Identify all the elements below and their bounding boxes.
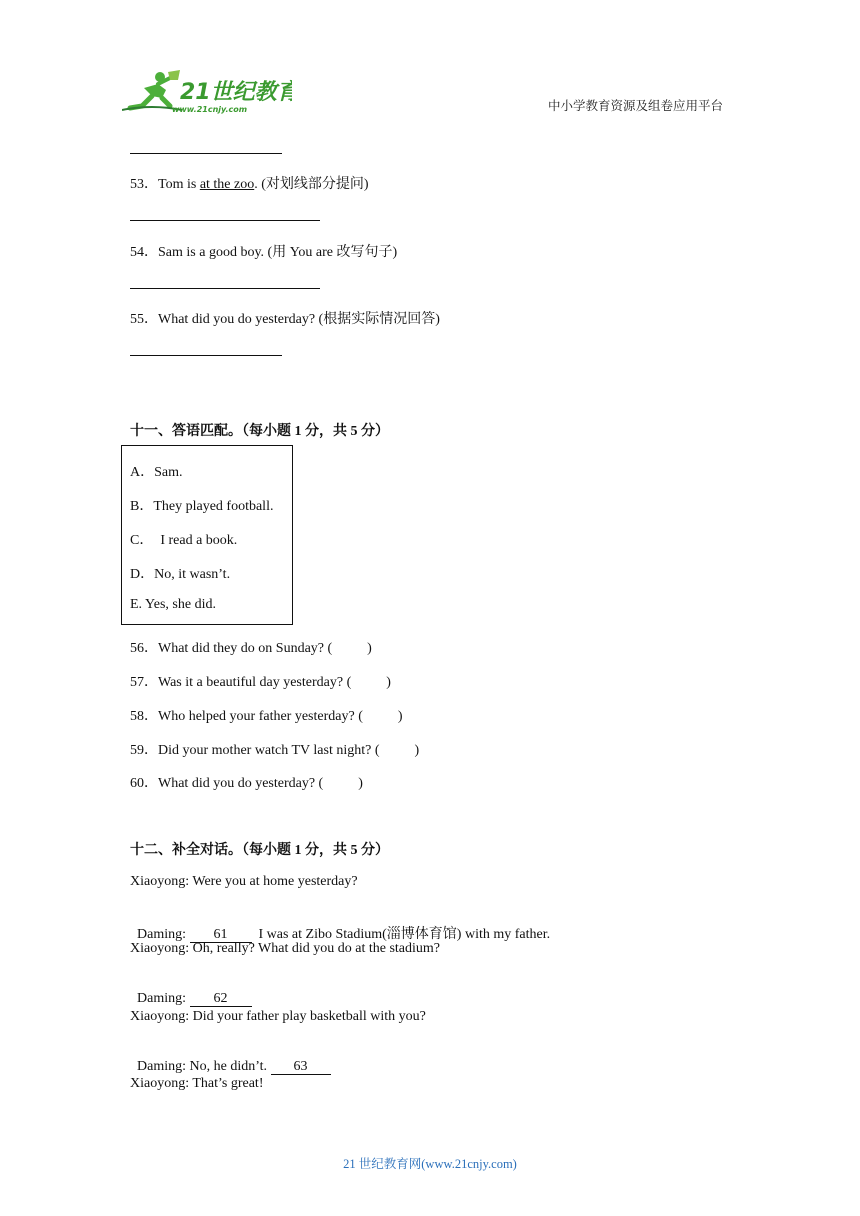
- section-12-title: 十二、补全对话。（每小题 1 分，共 5 分）: [130, 843, 389, 858]
- option-c: C． I read a book.: [130, 533, 238, 548]
- blank-63: 63: [271, 1059, 331, 1075]
- question-53: 53．Tom is at the zoo. (对划线部分提问): [130, 177, 369, 192]
- question-58: 58．Who helped your father yesterday? ( ): [130, 709, 403, 724]
- underlined-phrase: at the zoo: [199, 177, 255, 192]
- dialogue-line-1: Xiaoyong: Were you at home yesterday?: [130, 874, 358, 889]
- question-54: 54．Sam is a good boy. (用 You are 改写句子): [130, 245, 398, 260]
- dialogue-line-6: Daming: No, he didn’t. 63: [130, 1043, 331, 1075]
- question-55: 55．What did you do yesterday? (根据实际情况回答): [130, 312, 440, 327]
- answer-line: [130, 355, 282, 356]
- question-60: 60．What did you do yesterday? ( ): [130, 776, 363, 791]
- option-d: D．No, it wasn’t.: [130, 567, 231, 582]
- option-e: E. Yes, she did.: [130, 597, 216, 612]
- dialogue-line-5: Xiaoyong: Did your father play basketball with you?: [130, 1009, 426, 1024]
- question-56: 56．What did they do on Sunday? ( ): [130, 641, 372, 656]
- question-57: 57．Was it a beautiful day yesterday? ( ): [130, 675, 391, 690]
- site-logo: [122, 68, 292, 116]
- answer-line: [130, 153, 282, 154]
- question-59: 59．Did your mother watch TV last night? ( ): [130, 743, 420, 758]
- dialogue-line-2: Daming: 61 I was at Zibo Stadium(淄博体育馆) with my father.: [137, 927, 551, 942]
- platform-title: 中小学教育资源及组卷应用平台: [548, 99, 724, 113]
- blank-62: 62: [190, 991, 252, 1007]
- dialogue-line-3: Xiaoyong: Oh, really? What did you do at the stadium?: [130, 941, 441, 956]
- blank-61: 61: [190, 927, 252, 943]
- answer-line: [130, 220, 320, 221]
- dialogue-line-7: Xiaoyong: That’s great!: [130, 1076, 264, 1091]
- footer-link[interactable]: 21 世纪教育网(www.21cnjy.com): [343, 1157, 517, 1171]
- logo-url: www.21cnjy.com: [172, 105, 248, 114]
- logo-text: 21世纪教育: [180, 80, 292, 105]
- runner-logo-icon: [122, 68, 292, 116]
- option-a: A．Sam.: [130, 465, 183, 480]
- section-11-title: 十一、答语匹配。（每小题 1 分，共 5 分）: [130, 424, 389, 439]
- answer-line: [130, 288, 320, 289]
- dialogue-line-4: Daming: 62: [130, 975, 252, 1007]
- option-b: B．They played football.: [130, 499, 274, 514]
